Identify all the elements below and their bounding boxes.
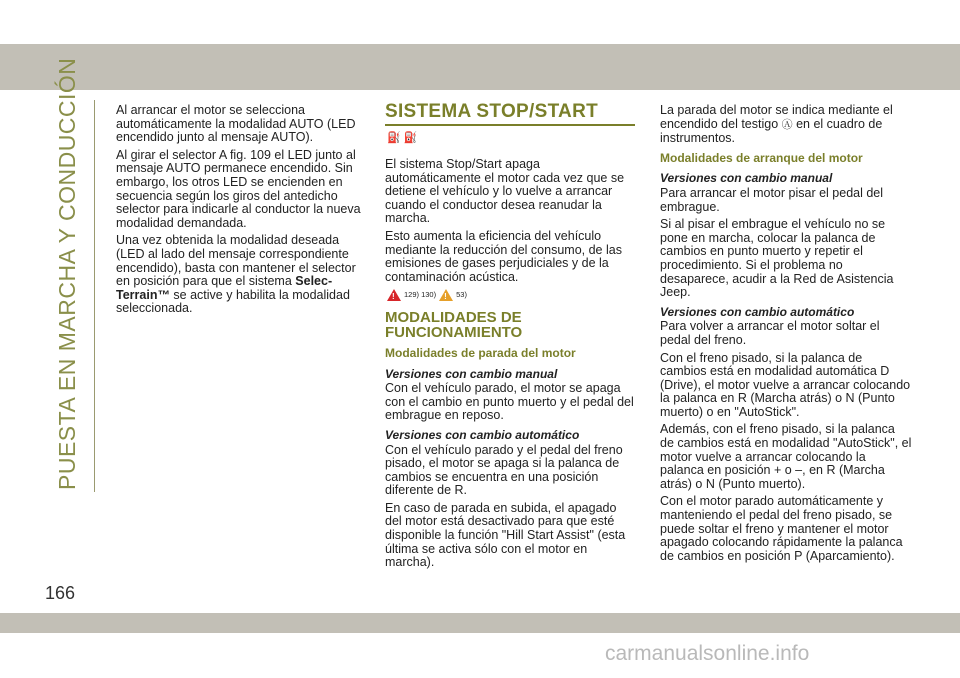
paragraph: Con el vehículo parado y el pedal del freno pisado, el motor se apaga si la palanca de cambios se encuentra en una posición diferente de R. bbox=[385, 442, 623, 498]
warning-refs bbox=[387, 288, 635, 302]
text: se active y habilita la modalidad seleccionada. bbox=[116, 287, 350, 316]
stop-start-indicator-icon: Ⓐ bbox=[781, 118, 793, 131]
fuel-icons: ⛽ ⛽ bbox=[387, 132, 418, 144]
watermark: carmanualsonline.info bbox=[605, 642, 810, 665]
warning-ref-text: 129) 130) bbox=[404, 290, 437, 300]
heading-italic: Versiones con cambio manual bbox=[385, 366, 558, 381]
header-stripe bbox=[0, 44, 960, 90]
top-margin bbox=[0, 0, 960, 44]
text: La parada del motor se indica mediante el encendido del testigo bbox=[660, 103, 893, 131]
paragraph bbox=[660, 104, 912, 146]
paragraph: En caso de parada en subida, el apagado del motor está desactivado para que esté disponible la función "Hill Start Assist" (esta última se activa sólo con el motor en marcha). bbox=[385, 500, 626, 570]
heading-italic: Versiones con cambio automático bbox=[385, 427, 580, 442]
side-divider bbox=[94, 100, 95, 492]
text: en el cuadro de instrumentos. bbox=[660, 116, 883, 146]
paragraph: Al arrancar el motor se selecciona automáticamente la modalidad AUTO (LED encendido junto al mensaje AUTO). bbox=[116, 103, 356, 145]
danger-icon bbox=[387, 289, 401, 301]
paragraph: El sistema Stop/Start apaga automáticamente el motor cada vez que se detiene el vehículo y lo vuelve a arrancar cuando el conductor desea reanudar la marcha. bbox=[385, 157, 625, 226]
side-chapter-title: PUESTA EN MARCHA Y CONDUCCIÓN bbox=[54, 57, 80, 490]
paragraph: Al girar el selector A fig. 109 el LED junto al mensaje AUTO permanece encendido. Sin embargo, los otros LED se encienden en secuencia según los giros del antedicho selector para indicarle al conductor la nueva modalidad demandada. bbox=[116, 147, 361, 230]
paragraph: Con el vehículo parado, el motor se apaga con el cambio en punto muerto y el pedal del embrague en reposo. bbox=[385, 381, 634, 423]
warning-ref-text: 53) bbox=[456, 290, 467, 300]
paragraph: Esto aumenta la eficiencia del vehículo mediante la reducción del consumo, de las emisiones de gases perjudiciales y de la contaminación acústica. bbox=[385, 228, 622, 284]
heading: Modalidades de parada del motor bbox=[385, 345, 576, 360]
section-title: SISTEMA STOP/START bbox=[385, 102, 635, 126]
caution-icon bbox=[439, 289, 453, 301]
footer-stripe bbox=[0, 613, 960, 633]
paragraph: Con el freno pisado, si la palanca de cambios está en modalidad automática D (Drive), el motor vuelve a arrancar colocando la palanca en R (Marcha atrás) o N (Punto muerto) o en "AutoStick". bbox=[660, 350, 911, 419]
paragraph: Para arrancar el motor pisar el pedal del embrague. bbox=[660, 185, 884, 214]
paragraph: Con el motor parado automáticamente y manteniendo el pedal del freno pisado, se puede soltar el freno y mantener el motor apagado colocando rápidamente la palanca de cambios en posición P (Aparcamiento). bbox=[660, 494, 903, 563]
paragraph bbox=[116, 234, 364, 316]
page-number: 166 bbox=[45, 583, 76, 603]
heading-italic: Versiones con cambio automático bbox=[660, 304, 855, 319]
column-right bbox=[660, 104, 912, 567]
selec-terrain-label: Selec-Terrain™ bbox=[116, 274, 333, 302]
text: Una vez obtenida la modalidad deseada (LED al lado del mensaje correspondiente encendido), basta con mantener el selector en posición para que el sistema bbox=[116, 233, 356, 289]
column-left bbox=[116, 104, 364, 320]
subsection-title: MODALIDADES DE FUNCIONAMIENTO bbox=[385, 308, 523, 341]
paragraph: Si al pisar el embrague el vehículo no se pone en marcha, colocar la palanca de cambios en punto muerto y repetir el procedimiento. Si el problema no desaparece, acudir a la Red de Asistencia Jeep. bbox=[660, 217, 894, 300]
heading-italic: Versiones con cambio manual bbox=[660, 171, 833, 186]
column-middle bbox=[385, 102, 635, 574]
paragraph: Además, con el freno pisado, si la palanca de cambios está en modalidad "AutoStick", el motor vuelve a arrancar colocando la palanca en posición + o –, en R (Marcha atrás) o N (Punto muerto). bbox=[660, 422, 912, 491]
heading: Modalidades de arranque del motor bbox=[660, 150, 863, 165]
paragraph: Para volver a arrancar el motor soltar el pedal del freno. bbox=[660, 319, 880, 347]
